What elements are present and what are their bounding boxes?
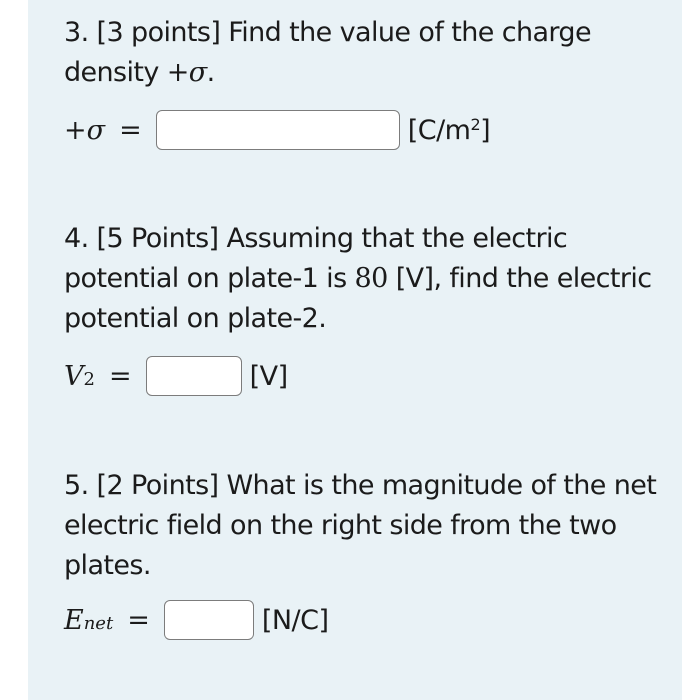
v-label: V bbox=[64, 360, 84, 392]
plate-1-potential-value: 80 bbox=[354, 263, 388, 294]
equals-sign: = bbox=[127, 604, 150, 636]
question-5-line-2: electric field on the right side from the two bbox=[64, 510, 617, 541]
unit-exponent: 2 bbox=[470, 114, 481, 134]
question-3-lhs bbox=[64, 115, 105, 146]
question-4-line-2 bbox=[64, 259, 652, 299]
question-5-line-1: 5. [2 Points] What is the magnitude of the net bbox=[64, 470, 657, 501]
question-4-answer-row bbox=[64, 354, 288, 398]
potential-unit: [V] bbox=[249, 360, 288, 392]
equals-sign: = bbox=[108, 360, 132, 392]
question-4-line-3: potential on plate-2. bbox=[64, 303, 327, 334]
unit-base: [C/m bbox=[407, 114, 471, 146]
field-unit: [N/C] bbox=[261, 604, 329, 636]
question-4-line-2-prefix: potential on plate-1 is bbox=[64, 263, 355, 294]
question-4-line-1: 4. [5 Points] Assuming that the electric bbox=[64, 223, 568, 254]
e-label: E bbox=[64, 604, 84, 636]
question-3-text bbox=[64, 13, 591, 93]
sigma-label: +σ bbox=[64, 114, 106, 146]
question-3-answer-row bbox=[64, 108, 490, 152]
equals-sign: = bbox=[119, 114, 142, 146]
charge-density-input[interactable] bbox=[156, 110, 400, 150]
question-5-text bbox=[64, 466, 656, 586]
plate-2-potential-input[interactable] bbox=[146, 356, 242, 396]
question-3-line-1: 3. [3 points] Find the value of the charge bbox=[64, 17, 591, 48]
question-4-line-2-suffix: [V], find the electric bbox=[387, 263, 652, 294]
question-4-lhs: V 2 bbox=[64, 360, 95, 392]
charge-density-unit bbox=[408, 115, 491, 146]
unit-close: ] bbox=[480, 114, 491, 146]
charge-density-symbol: +σ bbox=[166, 57, 207, 88]
net-field-input[interactable] bbox=[164, 600, 254, 640]
question-3-line-2-prefix: density bbox=[64, 57, 167, 88]
question-3-line-2 bbox=[64, 53, 591, 93]
question-4-text bbox=[64, 219, 652, 339]
question-5-lhs: E net bbox=[64, 604, 114, 636]
question-5-line-3: plates. bbox=[64, 550, 151, 581]
question-3-period: . bbox=[206, 57, 215, 88]
question-5-answer-row bbox=[64, 598, 329, 642]
question-panel bbox=[28, 0, 682, 700]
